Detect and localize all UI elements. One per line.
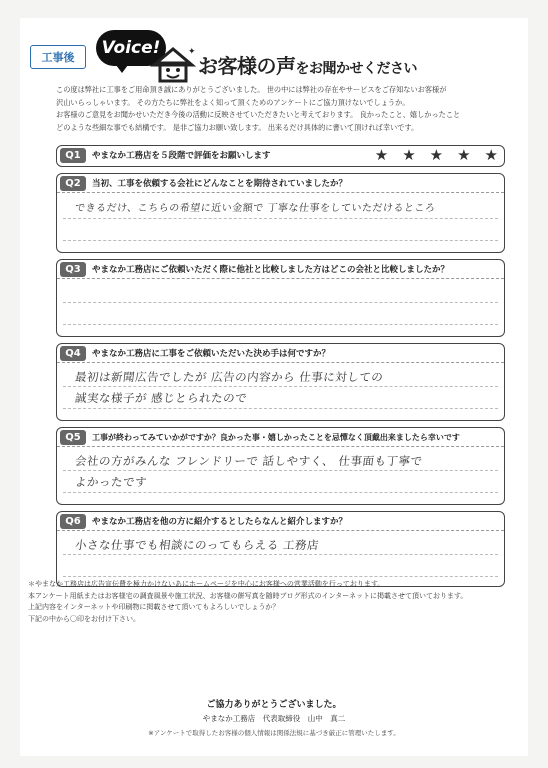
question-text: やまなか工務店に工事をご依頼いただいた決め手は何ですか？ — [92, 349, 331, 359]
question-text: やまなか工務店を５段階で評価をお願いします — [92, 151, 271, 161]
question-1 — [56, 145, 505, 167]
handwritten-answer: 会社の方がみんな フレンドリーで 話しやすく、 仕事面も丁寧で — [74, 454, 424, 468]
survey-sheet — [20, 18, 528, 756]
handwritten-answer: 小さな仕事でも相談にのってもらえる 工務店 — [74, 538, 320, 552]
question-text: 当初、工事を依頼する会社にどんなことを期待されていましたか？ — [92, 179, 348, 189]
star-icon: ★ — [457, 146, 471, 164]
handwritten-answer: 最初は新聞広告でしたが 広告の内容から 仕事に対しての — [74, 370, 385, 384]
handwritten-answer: 誠実な様子が 感じとられたので — [74, 391, 248, 405]
star-icon: ★ — [429, 146, 444, 164]
thank-you-text: ご協力ありがとうございました。 — [206, 700, 342, 710]
company-signature: やまなか工務店 代表取締役 山中 真二 — [202, 714, 346, 723]
question-number: Q1 — [60, 148, 86, 163]
publication-notes: ＊やまなか工務店は広告宣伝費を極力かけないあにホームページを中心にお客様への営業活動を行っております。 本アンケート用紙またはお客様宅の調査風景や施工状況、お客様の餅写真を随時ブログ形式のインターネットに掲載させて頂いております。 上記内容をインターネットや印刷物に掲載させて頂いてもよろしいでしょうか？ 下記の中から〇印をお付け下さい。 — [28, 580, 468, 623]
privacy-note: ※アンケートで取得したお客様の個人情報は関係法規に基づき厳正に管理いたします。 — [148, 729, 400, 737]
after-construction-badge: 工事後 — [30, 45, 86, 69]
question-text: やまなか工務店を他の方に紹介するとしたらなんと紹介しますか？ — [92, 517, 348, 527]
star-icon: ★ — [484, 146, 498, 164]
question-number: Q2 — [60, 176, 86, 191]
handwritten-answer: できるだけ、こちらの希望に近い金額で 丁寧な仕事をしていただけるところ — [74, 203, 436, 214]
intro-text: この度は弊社に工事をご用命頂き誠にありがとうございました。 世の中には弊社の存在やサービスをご存知ないお客様が 沢山いらっしゃいます。 その方たちに弊社をよく知って頂くためのアンケートにご協力頂けないでしょうか。 お客様のご意見をお聞かせいただき今後の活動に反映させていただきたいと考えております。 良かったこと、嬉しかったこと どのような些細な事でも結構です。 是非ご協力お願い致します。 出来るだけ具体的に書いて頂ければ幸いです。 — [56, 85, 461, 132]
question-2 — [56, 173, 505, 253]
voice-bubble-logo: Voice! — [96, 30, 166, 66]
svg-text:✦: ✦ — [188, 47, 196, 57]
question-number: Q4 — [60, 346, 86, 361]
star-icon: ★ — [402, 146, 416, 164]
question-text: やまなか工務店にご依頼いただく際に他社と比較しました方はどこの会社と比較しましたか？ — [92, 265, 450, 275]
question-number: Q5 — [60, 430, 86, 445]
question-text: 工事が終わってみていかがですか？良かった事・嬉しかったことを忌憚なく頂戴出来ましたら幸いです — [92, 432, 460, 442]
smiling-house-icon — [150, 45, 196, 85]
question-3 — [56, 259, 505, 337]
handwritten-answer: よかったです — [74, 475, 148, 489]
rating-stars — [375, 148, 498, 163]
page-title: お客様の声をお聞かせください — [198, 54, 417, 78]
question-number: Q3 — [60, 262, 86, 277]
star-icon: ★ — [374, 146, 389, 164]
question-5 — [56, 427, 505, 505]
question-number: Q6 — [60, 514, 86, 529]
question-4 — [56, 343, 505, 421]
question-6 — [56, 511, 505, 587]
